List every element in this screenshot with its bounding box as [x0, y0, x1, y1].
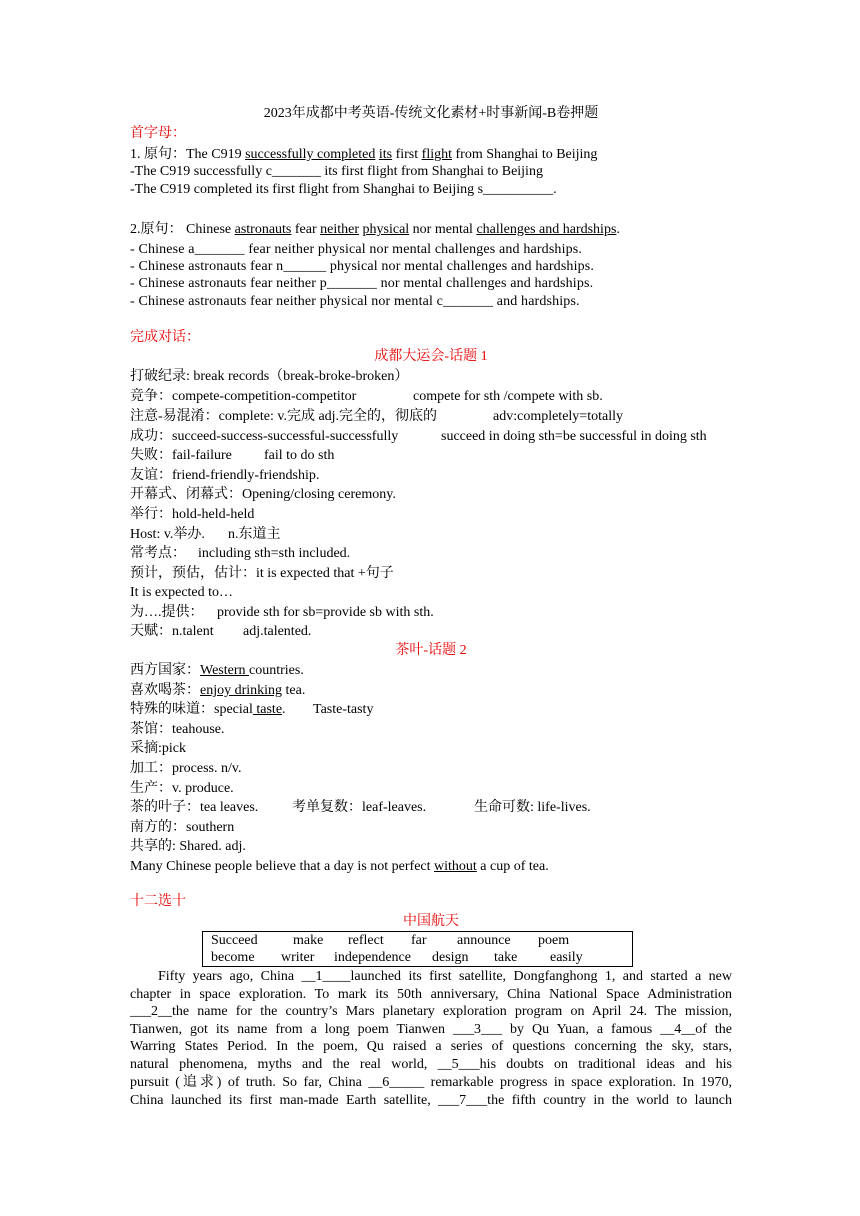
topic2-line-1 [130, 662, 304, 680]
q1-original-sentence [130, 146, 597, 164]
word-bank-item: writer [281, 950, 315, 965]
word-bank-item: become [211, 950, 255, 965]
q2-original-sentence [130, 220, 620, 239]
topic2-line-2a: 喜欢喝茶： [130, 683, 200, 698]
q1-prefix: 1. 原句：The C919 [130, 147, 246, 162]
topic1-line-4a: 成功：succeed-success-successful-successfully [130, 429, 399, 444]
word-bank-item: reflect [348, 933, 384, 948]
q2-underlined-4: challenges and hardships [476, 222, 617, 237]
q1-underlined-3: flight [421, 147, 452, 162]
section-heading-dialogue: 完成对话： [130, 330, 200, 345]
word-bank [202, 931, 633, 967]
topic2-line-8b: 考单复数：leaf-leaves. [292, 800, 427, 815]
topic1-line-8: 举行：hold-held-held [130, 507, 255, 522]
topic2-line-1b: countries. [249, 663, 304, 678]
q1-text-3: from Shanghai to Beijing [452, 147, 598, 162]
topic1-line-10 [130, 545, 351, 563]
word-bank-item: make [293, 933, 324, 948]
topic2-line-2b: tea. [282, 683, 306, 698]
topic1-line-2b: compete for sth /compete with sb. [413, 389, 603, 404]
q1-variant-1: -The C919 successfully c_______ its first flight from Shanghai to Beijing [130, 164, 543, 179]
word-bank-item: easily [550, 950, 583, 965]
topic1-line-10b: including sth=sth included. [198, 546, 351, 561]
topic2-line-6: 加工：process. n/v. [130, 761, 242, 776]
topic1-line-5 [130, 447, 335, 465]
topic1-line-4 [130, 428, 707, 446]
topic2-line-3c: Taste-tasty [313, 702, 374, 717]
q2-variant-4: - Chinese astronauts fear neither physical nor mental c_______ and hardships. [130, 294, 580, 309]
q2-underlined-2: neither [320, 222, 360, 237]
q2-number: 2. [130, 222, 141, 237]
q2-variant-3: - Chinese astronauts fear neither p_______ nor mental challenges and hardships. [130, 276, 594, 291]
topic1-line-5a: 失败：fail-failure [130, 448, 232, 463]
topic2-line-3u: taste [252, 702, 283, 717]
topic1-line-1: 打破纪录: break records（break-broke-broken） [130, 369, 409, 384]
word-bank-item: poem [538, 933, 570, 948]
q2-text-4: . [616, 222, 620, 237]
topic1-line-9a: Host: v.举办. [130, 527, 205, 542]
word-bank-item: Succeed [211, 933, 258, 948]
word-bank-item: design [432, 950, 469, 965]
passage-line-3: ___2__the name for the country’s Mars planetary exploration program on April 24. The mission, [130, 1004, 732, 1019]
section-heading-initial-letters: 首字母： [130, 126, 186, 141]
topic2-line-1u: Western [200, 663, 250, 678]
topic2-line-10: 共享的: Shared. adj. [130, 839, 246, 854]
topic1-line-11: 预计，预估，估计：it is expected that +句子 [130, 566, 394, 581]
topic2-line-4: 茶馆：teahouse. [130, 722, 225, 737]
topic2-title: 茶叶-话题 2 [395, 643, 467, 658]
q1-underlined-1: successfully completed [245, 147, 376, 162]
topic1-line-9 [130, 526, 281, 544]
q2-text-1: fear [291, 222, 321, 237]
q2-text-0: Chinese [182, 222, 235, 237]
q2-underlined-3: physical [362, 222, 410, 237]
topic1-line-10a: 常考点： [130, 546, 186, 561]
topic1-line-7: 开幕式、闭幕式：Opening/closing ceremony. [130, 487, 396, 502]
topic1-line-3 [130, 408, 623, 426]
topic1-line-14b: adj.talented. [243, 624, 312, 639]
word-bank-item: independence [334, 950, 411, 965]
passage-line-4: Tianwen, got its name from a long poem Tianwen ___3___ by Qu Yuan, a famous __4__of the [130, 1022, 732, 1037]
topic1-line-14 [130, 623, 312, 641]
passage-line-8: China launched its first man-made Earth satellite, ___7___the fifth country in the world to launch [130, 1093, 732, 1108]
topic2-line-11 [130, 858, 549, 876]
topic2-line-3b: . [282, 702, 286, 717]
topic1-line-4b: succeed in doing sth=be successful in doing sth [441, 429, 707, 444]
topic1-line-5b: fail to do sth [264, 448, 335, 463]
section-heading-choose: 十二选十 [130, 894, 186, 909]
q2-variant-1: - Chinese a_______ fear neither physical nor mental challenges and hardships. [130, 242, 583, 257]
q1-underlined-2: its [378, 147, 393, 162]
topic2-line-2u: enjoy drinking [200, 683, 283, 698]
topic2-line-8a: 茶的叶子：tea leaves. [130, 800, 259, 815]
topic1-line-3a: 注意-易混淆：complete: v.完成 adj.完全的，彻底的 [130, 409, 438, 424]
topic1-line-14a: 天赋：n.talent [130, 624, 214, 639]
q2-label: 原句： [140, 221, 183, 237]
passage-line-6: natural phenomena, myths and the real world, __5___his doubts on traditional ideas and his [130, 1057, 732, 1072]
topic2-line-8 [130, 799, 591, 817]
q1-variant-2: -The C919 completed its first flight from Shanghai to Beijing s__________. [130, 182, 557, 197]
passage-line-1: Fifty years ago, China __1____launched its first satellite, Dongfanghong 1, and started a new [158, 969, 732, 984]
passage-title: 中国航天 [403, 914, 459, 929]
topic2-line-5: 采摘:pick [130, 741, 186, 756]
passage-line-2: chapter in space exploration. To mark its 50th anniversary, China National Space Administration [130, 987, 732, 1002]
topic2-line-8c: 生命可数: life-lives. [474, 800, 591, 815]
passage-line-5: Warring States Period. In the poem, Qu raised a series of questions concerning the sky, stars, [130, 1039, 732, 1054]
topic1-line-12: It is expected to… [130, 585, 234, 600]
document-title: 2023年成都中考英语-传统文化素材+时事新闻-B卷押题 [263, 106, 599, 121]
q2-text-3: nor mental [409, 222, 477, 237]
topic1-line-13a: 为….提供： [130, 605, 204, 620]
q2-variant-2: - Chinese astronauts fear n______ physical nor mental challenges and hardships. [130, 259, 595, 274]
topic1-line-6: 友谊：friend-friendly-friendship. [130, 468, 320, 483]
topic1-title: 成都大运会-话题 1 [374, 349, 488, 364]
topic2-line-3a: 特殊的味道：special [130, 702, 253, 717]
q2-underlined-1: astronauts [234, 222, 292, 237]
topic2-line-2 [130, 682, 305, 700]
topic1-line-2a: 竞争：compete-competition-competitor [130, 389, 357, 404]
q1-text-2: first [392, 147, 422, 162]
topic2-line-11u: without [434, 859, 477, 874]
topic2-line-11a: Many Chinese people believe that a day is not perfect [130, 859, 435, 874]
passage-line-7: pursuit (追求) of truth. So far, China __6_____ remarkable progress in space exploration. In 1970, [130, 1075, 732, 1090]
topic2-line-7: 生产：v. produce. [130, 781, 234, 796]
topic2-line-3 [130, 701, 374, 719]
topic1-line-9b: n.东道主 [228, 527, 281, 542]
topic1-line-3b: adv:completely=totally [493, 409, 623, 424]
word-bank-item: take [494, 950, 518, 965]
word-bank-item: far [411, 933, 427, 948]
topic2-line-9: 南方的：southern [130, 820, 235, 835]
topic2-line-11b: a cup of tea. [476, 859, 549, 874]
topic1-line-13 [130, 604, 434, 622]
topic2-line-1a: 西方国家： [130, 663, 200, 678]
topic1-line-2 [130, 388, 603, 406]
word-bank-item: announce [457, 933, 511, 948]
topic1-line-13b: provide sth for sb=provide sb with sth. [217, 605, 434, 620]
